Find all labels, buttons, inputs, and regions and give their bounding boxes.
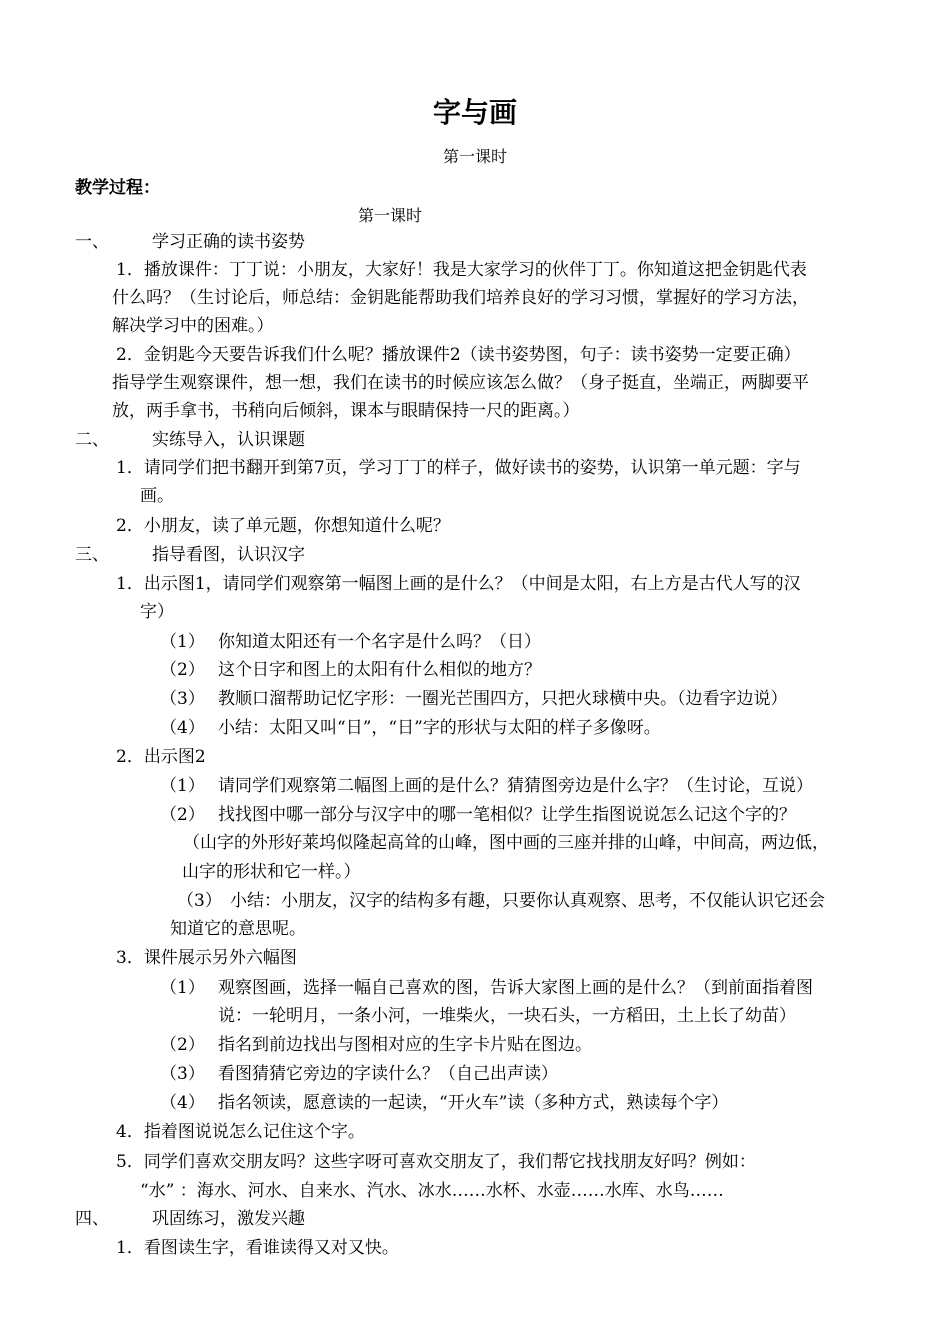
section-2-number: 二、: [75, 430, 109, 450]
paragraph-line: 指导学生观察课件，想一想，我们在读书的时候应该怎么做？（身子挺直，坐端正，两脚要平: [112, 373, 809, 393]
section-4-title: 巩固练习，激发兴趣: [152, 1209, 305, 1229]
paragraph-line: 1．请同学们把书翻开到第7页，学习丁丁的样子，做好读书的姿势，认识第一单元题：字与: [116, 458, 801, 478]
section-1-number: 一、: [75, 232, 109, 252]
sub-item-text: 这个日字和图上的太阳有什么相似的地方？: [218, 660, 541, 680]
sub-item-number: （4）: [160, 718, 205, 738]
paragraph-line: “水” ：海水、河水、自来水、汽水、冰水……水杯、水壶……水库、水鸟……: [140, 1181, 724, 1201]
paragraph-line: 2．小朋友，读了单元题，你想知道什么呢？: [116, 516, 450, 536]
paragraph-line: 4．指着图说说怎么记住这个字。: [116, 1122, 365, 1142]
paragraph-line: 1．看图读生字，看谁读得又对又快。: [116, 1238, 399, 1258]
lesson-label: 第一课时: [358, 206, 423, 225]
sub-item-continuation: 知道它的意思呢。: [170, 919, 306, 939]
sub-item-text: 请同学们观察第二幅图上画的是什么？猜猜图旁边是什么字？（生讨论，互说）: [218, 776, 813, 796]
sub-item-number: （2）: [160, 805, 205, 825]
section-4-number: 四、: [75, 1209, 109, 1229]
document-subtitle: 第一课时: [442, 147, 507, 166]
section-1-title: 学习正确的读书姿势: [152, 232, 305, 252]
sub-item-text: 小结：小朋友，汉字的结构多有趣，只要你认真观察、思考，不仅能认识它还会: [230, 891, 825, 911]
sub-item-continuation: 说：一轮明月，一条小河，一堆柴火，一块石头，一方稻田，土上长了幼苗）: [218, 1006, 796, 1026]
section-2-title: 实练导入，认识课题: [152, 430, 305, 450]
sub-item-text: 小结：太阳又叫“日”，“日”字的形状与太阳的样子多像呀。: [218, 718, 661, 738]
paragraph-line: 放，两手拿书，书稍向后倾斜，课本与眼睛保持一尺的距离。）: [112, 401, 580, 421]
process-heading: 教学过程：: [75, 178, 160, 198]
sub-item-text: 指名到前边找出与图相对应的生字卡片贴在图边。: [218, 1035, 592, 1055]
sub-item-number: （2）: [160, 1035, 205, 1055]
document-title: 字与画: [432, 96, 517, 129]
paragraph-line: 解决学习中的困难。）: [112, 316, 274, 336]
sub-item-continuation: 山字的形状和它一样。）: [182, 862, 361, 882]
paragraph-line: 2．金钥匙今天要告诉我们什么呢？播放课件2（读书姿势图，句子：读书姿势一定要正确）: [116, 345, 801, 365]
sub-item-number: （3）: [160, 689, 205, 709]
paragraph-line: 5．同学们喜欢交朋友吗？这些字呀可喜欢交朋友了，我们帮它找找朋友好吗？例如：: [116, 1152, 756, 1172]
paragraph-line: 1．播放课件：丁丁说：小朋友，大家好！我是大家学习的伙伴丁丁。你知道这把金钥匙代表: [116, 260, 807, 280]
paragraph-line: 3．课件展示另外六幅图: [116, 948, 297, 968]
sub-item-number: （3）: [160, 1064, 205, 1084]
sub-item-text: 观察图画，选择一幅自己喜欢的图，告诉大家图上画的是什么？（到前面指着图: [218, 978, 813, 998]
paragraph-line: 什么吗？（生讨论后，师总结：金钥匙能帮助我们培养良好的学习习惯，掌握好的学习方法，: [112, 288, 809, 308]
sub-item-text: 看图猜猜它旁边的字读什么？（自己出声读）: [218, 1064, 558, 1084]
sub-item-text: 教顺口溜帮助记忆字形：一圈光芒围四方，只把火球横中央。（边看字边说）: [218, 689, 788, 709]
sub-item-number: （1）: [160, 978, 205, 998]
sub-item-number: （1）: [160, 632, 205, 652]
sub-item-number: （1）: [160, 776, 205, 796]
sub-item-number: （3）: [177, 891, 222, 911]
sub-item-text: 指名领读，愿意读的一起读，“开火车”读（多种方式，熟读每个字）: [218, 1093, 729, 1113]
sub-item-number: （2）: [160, 660, 205, 680]
paragraph-line: 字）: [140, 602, 174, 622]
section-3-title: 指导看图，认识汉字: [152, 545, 305, 565]
paragraph-line: 1．出示图1，请同学们观察第一幅图上画的是什么？（中间是太阳，右上方是古代人写的汉: [116, 574, 801, 594]
paragraph-line: 画。: [140, 486, 174, 506]
sub-item-text: 找找图中哪一部分与汉字中的哪一笔相似？让学生指图说说怎么记这个字的？: [218, 805, 796, 825]
sub-item-number: （4）: [160, 1093, 205, 1113]
sub-item-continuation: （山字的外形好莱坞似隆起高耸的山峰，图中画的三座并排的山峰，中间高，两边低，: [183, 833, 829, 853]
section-3-number: 三、: [75, 545, 109, 565]
paragraph-line: 2．出示图2: [116, 747, 206, 767]
sub-item-text: 你知道太阳还有一个名字是什么吗？（日）: [218, 632, 541, 652]
